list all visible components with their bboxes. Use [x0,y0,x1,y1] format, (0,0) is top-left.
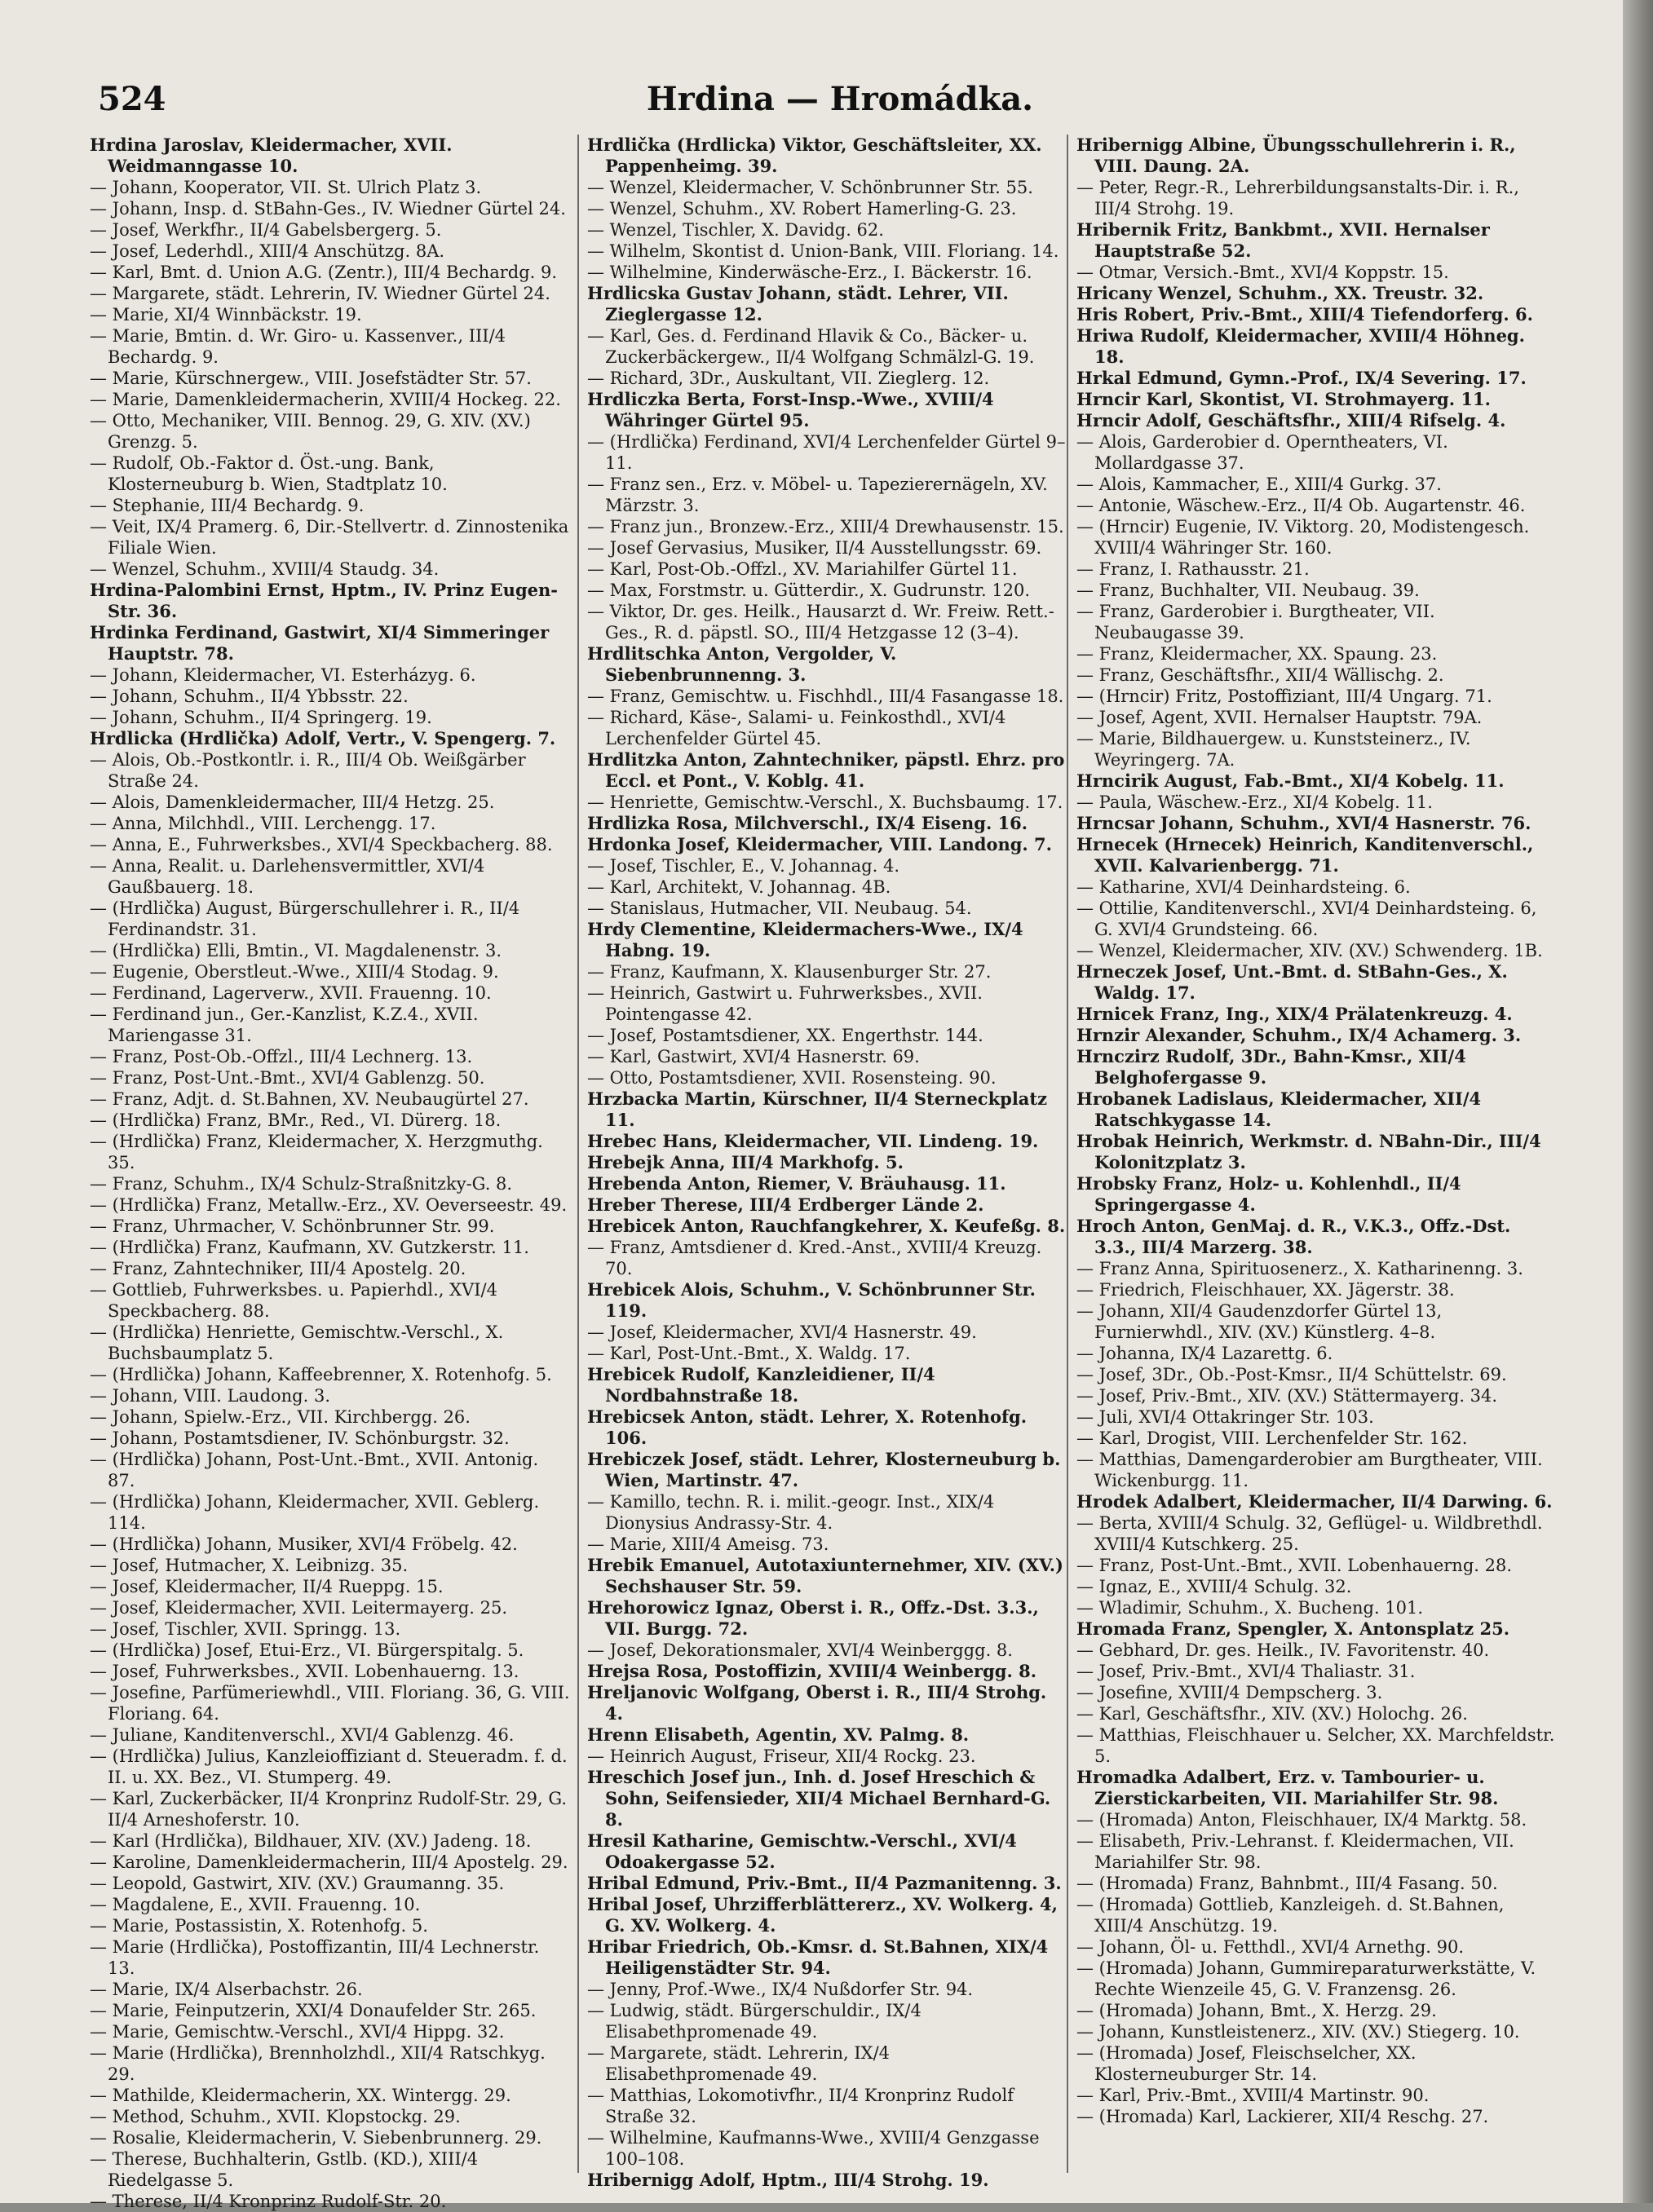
directory-entry: — Alois, Damenkleidermacher, III/4 Hetzg. 25. [90,793,495,812]
directory-entry: Hrehorowicz Ignaz, Oberst i. R., Offz.-Dst. 3.3., VII. Burgg. 72. [587,1597,1039,1639]
directory-entry: — (Hromada) Johann, Bmt., X. Herzg. 29. [1076,2001,1437,2020]
directory-entry: — Franz, Amtsdiener d. Kred.-Anst., XVIII/4 Kreuzg. 70. [587,1238,1042,1278]
directory-entry: — Franz sen., Erz. v. Möbel- u. Tapezierernägeln, XV. Märzstr. 3. [587,475,1048,515]
directory-entry: — Johann, Kleidermacher, VI. Esterházyg. 6. [90,665,476,685]
directory-entry: — Heinrich, Gastwirt u. Fuhrwerksbes., XVII. Pointengasse 42. [587,983,983,1024]
directory-entry: Hrzbacka Martin, Kürschner, II/4 Sterneckplatz 11. [587,1088,1048,1130]
directory-entry: Hromadka Adalbert, Erz. v. Tambourier- u. Zierstickarbeiten, VII. Mariahilfer Str. 98. [1076,1767,1499,1808]
directory-entry: Hrdliczka Berta, Forst-Insp.-Wwe., XVIII/4 Währinger Gürtel 95. [587,389,994,430]
directory-entry: — Johann, XII/4 Gaudenzdorfer Gürtel 13, Furnierwhdl., XIV. (XV.) Künstlerg. 4–8. [1076,1301,1443,1342]
directory-entry: Hrdlicska Gustav Johann, städt. Lehrer, VII. Zieglergasse 12. [587,283,1009,325]
page-header [90,80,1590,129]
directory-entry: Hribal Edmund, Priv.-Bmt., II/4 Pazmanitenng. 3. [587,1873,1062,1893]
directory-entry: — Franz Anna, Spirituosenerz., X. Katharinenng. 3. [1076,1259,1523,1278]
directory-entry: — Josef, Kleidermacher, XVII. Leitermayerg. 25. [90,1598,508,1618]
directory-entry: — Marie, IX/4 Alserbachstr. 26. [90,1980,363,1999]
directory-entry: — Franz, Post-Ob.-Offzl., III/4 Lechnerg. 13. [90,1047,473,1066]
directory-entry: Hreber Therese, III/4 Erdberger Lände 2. [587,1194,984,1215]
directory-entry: — Marie (Hrdlička), Postoffizantin, III/4 Lechnerstr. 13. [90,1937,540,1978]
directory-entry: Hrodek Adalbert, Kleidermacher, II/4 Darwing. 6. [1076,1491,1553,1512]
directory-entry: — (Hromada) Josef, Fleischselcher, XX. Klosterneuburger Str. 14. [1076,2043,1417,2084]
directory-entry: — Berta, XVIII/4 Schulg. 32, Geflügel- u. Wildbrethdl. XVIII/4 Kutschkerg. 25. [1076,1513,1543,1554]
directory-entry: — Johann, Postamtsdiener, IV. Schönburgstr. 32. [90,1428,510,1448]
directory-entry: — Ferdinand jun., Ger.-Kanzlist, K.Z.4., XVII. Mariengasse 31. [90,1004,479,1045]
directory-entry: Hrebiczek Josef, städt. Lehrer, Klosterneuburg b. Wien, Martinstr. 47. [587,1449,1061,1490]
directory-entry: — Marie (Hrdlička), Brennholzhdl., XII/4 Ratschkyg. 29. [90,2043,546,2084]
directory-entry: — Matthias, Lokomotivfhr., II/4 Kronprinz Rudolf Straße 32. [587,2086,1014,2126]
directory-entry: Hrdlička (Hrdlicka) Viktor, Geschäftsleiter, XX. Pappenheimg. 39. [587,135,1042,176]
running-head: Hrdina — Hromádka. [646,80,1034,118]
directory-entry: — Franz, Kleidermacher, XX. Spaung. 23. [1076,644,1438,664]
directory-entry: Hribernigg Adolf, Hptm., III/4 Strohg. 19. [587,2170,989,2190]
directory-entry: Hrdina-Palombini Ernst, Hptm., IV. Prinz Eugen-Str. 36. [90,580,558,621]
directory-entry: — Karl, Zuckerbäcker, II/4 Kronprinz Rudolf-Str. 29, G. II/4 Arneshoferstr. 10. [90,1789,568,1830]
directory-entry: — Antonie, Wäschew.-Erz., II/4 Ob. Augartenstr. 46. [1076,496,1526,515]
directory-entry: — Johann, Schuhm., II/4 Ybbsstr. 22. [90,687,409,706]
directory-entry: — Karl (Hrdlička), Bildhauer, XIV. (XV.) Jadeng. 18. [90,1831,532,1851]
directory-entry: — Karl, Ges. d. Ferdinand Hlavik & Co., Bäcker- u. Zuckerbäckergew., II/4 Wolfgang Schmälzl-G. 19. [587,326,1035,367]
directory-entry: Hrobanek Ladislaus, Kleidermacher, XII/4 Ratschkygasse 14. [1076,1088,1482,1130]
directory-entry: — Max, Forstmstr. u. Gütterdir., X. Gudrunstr. 120. [587,581,1031,600]
directory-entry: — Franz, Buchhalter, VII. Neubaug. 39. [1076,581,1420,600]
directory-entry: Hreschich Josef jun., Inh. d. Josef Hreschich & Sohn, Seifensieder, XII/4 Michael Bernhard-G. 8. [587,1767,1051,1830]
directory-entry: — (Hrdlička) August, Bürgerschullehrer i. R., II/4 Ferdinandstr. 31. [90,898,520,939]
directory-entry: — Franz, Post-Unt.-Bmt., XVII. Lobenhauerng. 28. [1076,1556,1513,1575]
directory-entry: — (Hrdlička) Franz, Kaufmann, XV. Gutzkerstr. 11. [90,1238,529,1257]
directory-entry: — Karl, Gastwirt, XVI/4 Hasnerstr. 69. [587,1047,920,1066]
directory-entry: — (Hrdlička) Franz, Kleidermacher, X. Herzgmuthg. 35. [90,1132,543,1172]
directory-entry: Hrejsa Rosa, Postoffizin, XVIII/4 Weinbergg. 8. [587,1661,1037,1681]
column-divider [1067,135,1068,2173]
directory-entry: — (Hromada) Gottlieb, Kanzleigeh. d. St.Bahnen, XIII/4 Anschützg. 19. [1076,1895,1505,1936]
directory-entry: Hresil Katharine, Gemischtw.-Verschl., XVI/4 Odoakergasse 52. [587,1830,1017,1872]
directory-entry: — Johanna, IX/4 Lazarettg. 6. [1076,1344,1333,1363]
directory-entry: Hris Robert, Priv.-Bmt., XIII/4 Tiefendorferg. 6. [1076,304,1533,325]
directory-entry: — Josef, Postamtsdiener, XX. Engerthstr. 144. [587,1026,983,1045]
directory-entry: — Therese, II/4 Kronprinz Rudolf-Str. 20. [90,2192,447,2211]
directory-entry: — Josef, Hutmacher, X. Leibnizg. 35. [90,1556,409,1575]
directory-entry: — Josef, 3Dr., Ob.-Post-Kmsr., II/4 Schüttelstr. 69. [1076,1365,1507,1384]
directory-entry: — Kamillo, techn. R. i. milit.-geogr. Inst., XIX/4 Dionysius Andrassy-Str. 4. [587,1492,995,1533]
directory-entry: — Wenzel, Schuhm., XVIII/4 Staudg. 34. [90,559,440,579]
directory-entry: — Peter, Regr.-R., Lehrerbildungsanstalts-Dir. i. R., III/4 Strohg. 19. [1076,178,1519,219]
directory-entry: — Henriette, Gemischtw.-Verschl., X. Buchsbaumg. 17. [587,793,1063,812]
directory-entry: Hribernik Fritz, Bankbmt., XVII. Hernalser Hauptstraße 52. [1076,219,1490,261]
directory-entry: — Richard, 3Dr., Auskultant, VII. Zieglerg. 12. [587,369,990,388]
directory-entry: — Alois, Kammacher, E., XIII/4 Gurkg. 37. [1076,475,1442,494]
directory-entry: — Karl, Bmt. d. Union A.G. (Zentr.), III/4 Bechardg. 9. [90,263,558,282]
directory-entry: — Ignaz, E., XVIII/4 Schulg. 32. [1076,1577,1352,1596]
directory-entry: — Paula, Wäschew.-Erz., XI/4 Kobelg. 11. [1076,793,1433,812]
directory-entry: Hrnicek Franz, Ing., XIX/4 Prälatenkreuzg. 4. [1076,1004,1513,1024]
directory-entry: — (Hrncir) Eugenie, IV. Viktorg. 20, Modistengesch. XVIII/4 Währinger Str. 160. [1076,517,1530,558]
directory-entry: Hribar Friedrich, Ob.-Kmsr. d. St.Bahnen, XIX/4 Heiligenstädter Str. 94. [587,1936,1049,1978]
directory-entry: — (Hrncir) Fritz, Postoffiziant, III/4 Ungarg. 71. [1076,687,1492,706]
directory-entry: Hrdlicka (Hrdlička) Adolf, Vertr., V. Spengerg. 7. [90,728,556,748]
directory-entry: — Anna, E., Fuhrwerksbes., XVI/4 Speckbacherg. 88. [90,835,553,854]
directory-entry: — Karl, Priv.-Bmt., XVIII/4 Martinstr. 90. [1076,2086,1430,2105]
directory-entry: — Marie, Bmtin. d. Wr. Giro- u. Kassenver., III/4 Bechardg. 9. [90,326,506,367]
directory-entry: — Juliane, Kanditenverschl., XVI/4 Gablenzg. 46. [90,1725,515,1745]
page-number: 524 [98,80,166,118]
directory-entry: — Karl, Post-Ob.-Offzl., XV. Mariahilfer Gürtel 11. [587,559,1018,579]
directory-entry: — Marie, XI/4 Winnbäckstr. 19. [90,305,362,325]
directory-entry: — Wenzel, Kleidermacher, XIV. (XV.) Schwenderg. 1B. [1076,941,1543,960]
directory-entry: — Karl, Architekt, V. Johannag. 4B. [587,877,891,897]
directory-entry: — Josef, Dekorationsmaler, XVI/4 Weinberggg. 8. [587,1640,1013,1660]
directory-entry: Hrebec Hans, Kleidermacher, VII. Lindeng. 19. [587,1131,1039,1151]
directory-entry: — Karl, Post-Unt.-Bmt., X. Waldg. 17. [587,1344,911,1363]
directory-entry: — (Hrdlička) Johann, Kaffeebrenner, X. Rotenhofg. 5. [90,1365,552,1384]
directory-entry: — Josef, Priv.-Bmt., XIV. (XV.) Stättermayerg. 34. [1076,1386,1498,1406]
directory-entry: — Karoline, Damenkleidermacherin, III/4 Apostelg. 29. [90,1852,568,1872]
directory-entry: — (Hromada) Anton, Fleischhauer, IX/4 Marktg. 58. [1076,1810,1527,1830]
directory-entry: — Josef, Lederhdl., XIII/4 Anschützg. 8A. [90,241,445,261]
directory-entry: — Josef, Fuhrwerksbes., XVII. Lobenhauerng. 13. [90,1662,519,1681]
directory-entry: — Johann, VIII. Laudong. 3. [90,1386,331,1406]
directory-entry: Hriwa Rudolf, Kleidermacher, XVIII/4 Höhneg. 18. [1076,325,1525,367]
directory-entry: — Franz, Zahntechniker, III/4 Apostelg. 20. [90,1259,466,1278]
directory-entry: — Jenny, Prof.-Wwe., IX/4 Nußdorfer Str. 94. [587,1980,974,1999]
directory-entry: Hrneczek Josef, Unt.-Bmt. d. StBahn-Ges., X. Waldg. 17. [1076,961,1508,1003]
directory-entry: Hribal Josef, Uhrzifferblättererz., XV. Wolkerg. 4, G. XV. Wolkerg. 4. [587,1894,1058,1936]
directory-entry: — Johann, Kunstleistenerz., XIV. (XV.) Stiegerg. 10. [1076,2022,1520,2042]
directory-entry: — Josefine, XVIII/4 Dempscherg. 3. [1076,1683,1383,1702]
directory-entry: — Stephanie, III/4 Bechardg. 9. [90,496,365,515]
directory-entry: — Matthias, Fleischhauer u. Selcher, XX. Marchfeldstr. 5. [1076,1725,1555,1766]
directory-entry: — Franz jun., Bronzew.-Erz., XIII/4 Drewhausenstr. 15. [587,517,1064,536]
directory-entry: — Richard, Käse-, Salami- u. Feinkosthdl., XVI/4 Lerchenfelder Gürtel 45. [587,708,1006,748]
directory-entry: — Josef, Tischler, E., V. Johannag. 4. [587,856,900,876]
directory-entry: — Franz, Post-Unt.-Bmt., XVI/4 Gablenzg. 50. [90,1068,485,1088]
directory-entry: Hrebenda Anton, Riemer, V. Bräuhausg. 11. [587,1173,1006,1194]
directory-entry: — (Hrdlička) Julius, Kanzleioffiziant d. Steueradm. f. d. II. u. XX. Bez., VI. Stumperg. 49. [90,1746,568,1787]
directory-entry: — Leopold, Gastwirt, XIV. (XV.) Graumanng. 35. [90,1874,505,1893]
directory-entry: — (Hrdlička) Johann, Kleidermacher, XVII. Geblerg. 114. [90,1492,540,1533]
directory-entry: — Gottlieb, Fuhrwerksbes. u. Papierhdl., XVI/4 Speckbacherg. 88. [90,1280,497,1321]
directory-entry: — Marie, Feinputzerin, XXI/4 Donaufelder Str. 265. [90,2001,537,2020]
directory-entry: — Wilhelm, Skontist d. Union-Bank, VIII. Floriang. 14. [587,241,1059,261]
directory-entry: Hrebicek Anton, Rauchfangkehrer, X. Keufeßg. 8. [587,1216,1066,1236]
directory-entry: — Marie, Postassistin, X. Rotenhofg. 5. [90,1916,428,1936]
directory-entry: — (Hromada) Karl, Lackierer, XII/4 Reschg. 27. [1076,2107,1489,2126]
directory-entry: — Alois, Garderobier d. Operntheaters, VI. Mollardgasse 37. [1076,432,1448,473]
directory-entry: Hrebicek Alois, Schuhm., V. Schönbrunner Str. 119. [587,1279,1036,1321]
directory-entry: — Marie, Gemischtw.-Verschl., XVI/4 Hippg. 32. [90,2022,505,2042]
directory-entry: — Marie, Damenkleidermacherin, XVIII/4 Hockeg. 22. [90,390,561,409]
directory-entry: — Franz, Uhrmacher, V. Schönbrunner Str. 99. [90,1216,495,1236]
directory-entry: — Otto, Postamtsdiener, XVII. Rosensteing. 90. [587,1068,997,1088]
directory-entry: Hrnczirz Rudolf, 3Dr., Bahn-Kmsr., XII/4 Belghofergasse 9. [1076,1046,1466,1088]
directory-entry: — Rudolf, Ob.-Faktor d. Öst.-ung. Bank, Klosterneuburg b. Wien, Stadtplatz 10. [90,453,448,494]
page-edge [1623,0,1653,2203]
directory-entry: — Juli, XVI/4 Ottakringer Str. 103. [1076,1407,1374,1427]
directory-entry: Hrebicsek Anton, städt. Lehrer, X. Rotenhofg. 106. [587,1406,1028,1448]
column-middle [587,135,1068,2190]
directory-entry: Hreljanovic Wolfgang, Oberst i. R., III/4 Strohg. 4. [587,1682,1047,1724]
directory-entry: — Franz, Garderobier i. Burgtheater, VII. Neubaugasse 39. [1076,602,1435,642]
directory-entry: — (Hrdlička) Josef, Etui-Erz., VI. Bürgerspitalg. 5. [90,1640,524,1660]
directory-entry: — Elisabeth, Priv.-Lehranst. f. Kleidermachen, VII. Mariahilfer Str. 98. [1076,1831,1514,1872]
directory-entry: — Magdalene, E., XVII. Frauenng. 10. [90,1895,421,1914]
directory-entry: — Heinrich August, Friseur, XII/4 Rockg. 23. [587,1746,976,1766]
directory-entry: — (Hrdlička) Elli, Bmtin., VI. Magdalenenstr. 3. [90,941,502,960]
column-right [1076,135,1558,2181]
directory-entry: Hrdonka Josef, Kleidermacher, VIII. Landong. 7. [587,834,1052,854]
directory-entry: — Otmar, Versich.-Bmt., XVI/4 Koppstr. 15. [1076,263,1449,282]
directory-entry: — Mathilde, Kleidermacherin, XX. Wintergg. 29. [90,2086,511,2105]
directory-entry: — Rosalie, Kleidermacherin, V. Siebenbrunnerg. 29. [90,2128,542,2148]
directory-entry: — Johann, Insp. d. StBahn-Ges., IV. Wiedner Gürtel 24. [90,199,566,219]
directory-entry: — Wladimir, Schuhm., X. Bucheng. 101. [1076,1598,1424,1618]
directory-entry: Hrenn Elisabeth, Agentin, XV. Palmg. 8. [587,1724,970,1745]
directory-entry: — Josef, Kleidermacher, XVI/4 Hasnerstr. 49. [587,1322,977,1342]
directory-entry: Hrncir Adolf, Geschäftsfhr., XIII/4 Rifselg. 4. [1076,410,1506,430]
directory-entry: — Franz, I. Rathausstr. 21. [1076,559,1310,579]
directory-entry: Hrdlitschka Anton, Vergolder, V. Siebenbrunnenng. 3. [587,643,897,685]
directory-entry: — Stanislaus, Hutmacher, VII. Neubaug. 54. [587,898,972,918]
directory-entry: Hrnzir Alexander, Schuhm., IX/4 Achamerg. 3. [1076,1025,1522,1045]
column-left [90,135,571,2211]
directory-entry: — Josef, Agent, XVII. Hernalser Hauptstr. 79A. [1076,708,1483,727]
directory-entry: — Johann, Kooperator, VII. St. Ulrich Platz 3. [90,178,482,197]
column-divider [577,135,579,2173]
directory-entry: — Gebhard, Dr. ges. Heilk., IV. Favoritenstr. 40. [1076,1640,1490,1660]
directory-entry: — (Hrdlička) Franz, BMr., Red., VI. Dürerg. 18. [90,1110,502,1130]
directory-entry: — Wilhelmine, Kaufmanns-Wwe., XVIII/4 Genzgasse 100–108. [587,2128,1040,2169]
directory-entry: Hrebejk Anna, III/4 Markhofg. 5. [587,1152,904,1172]
directory-entry: Hrdlitzka Anton, Zahntechniker, päpstl. Ehrz. pro Eccl. et Pont., V. Koblg. 41. [587,749,1065,791]
directory-entry: Hribernigg Albine, Übungsschullehrerin i. R., VIII. Daung. 2A. [1076,135,1516,176]
directory-entry: — Wenzel, Schuhm., XV. Robert Hamerling-G. 23. [587,199,1017,219]
directory-entry: — Wilhelmine, Kinderwäsche-Erz., I. Bäckerstr. 16. [587,263,1032,282]
directory-entry: Hrdina Jaroslav, Kleidermacher, XVII. Weidmanngasse 10. [90,135,453,176]
directory-entry: — Josefine, Parfümeriewhdl., VIII. Floriang. 36, G. VIII. Floriang. 64. [90,1683,570,1724]
directory-entry: — Franz, Kaufmann, X. Klausenburger Str. 27. [587,962,992,982]
directory-entry: — Josef, Tischler, XVII. Springg. 13. [90,1619,401,1639]
directory-entry: Hrncir Karl, Skontist, VI. Strohmayerg. 11. [1076,389,1491,409]
directory-entry: Hromada Franz, Spengler, X. Antonsplatz 25. [1076,1618,1510,1639]
directory-entry: — Alois, Ob.-Postkontlr. i. R., III/4 Ob. Weißgärber Straße 24. [90,750,526,791]
directory-entry: — Anna, Milchhdl., VIII. Lerchengg. 17. [90,814,436,833]
directory-entry: — Josef, Priv.-Bmt., XVI/4 Thaliastr. 31. [1076,1662,1416,1681]
directory-entry: Hrdinka Ferdinand, Gastwirt, XI/4 Simmeringer Hauptstr. 78. [90,622,550,664]
directory-entry: — Franz, Gemischtw. u. Fischhdl., III/4 Fasangasse 18. [587,687,1064,706]
directory-entry: — Therese, Buchhalterin, Gstlb. (KD.), XIII/4 Riedelgasse 5. [90,2149,479,2190]
directory-entry: — Wenzel, Tischler, X. Davidg. 62. [587,220,884,240]
directory-entry: Hricany Wenzel, Schuhm., XX. Treustr. 32. [1076,283,1484,303]
directory-entry: — Eugenie, Oberstleut.-Wwe., XIII/4 Stodag. 9. [90,962,499,982]
directory-entry: Hrkal Edmund, Gymn.-Prof., IX/4 Severing. 17. [1076,368,1527,388]
directory-entry: — Margarete, städt. Lehrerin, IX/4 Elisabethpromenade 49. [587,2043,891,2084]
directory-entry: — Wenzel, Kleidermacher, V. Schönbrunner Str. 55. [587,178,1033,197]
directory-entry: Hrncirik August, Fab.-Bmt., XI/4 Kobelg. 11. [1076,770,1505,791]
directory-entry: — Josef Gervasius, Musiker, II/4 Ausstellungsstr. 69. [587,538,1042,558]
directory-entry: — Franz, Adjt. d. St.Bahnen, XV. Neubaugürtel 27. [90,1089,529,1109]
directory-entry: Hrobsky Franz, Holz- u. Kohlenhdl., II/4 Springergasse 4. [1076,1173,1461,1215]
directory-entry: — Method, Schuhm., XVII. Klopstockg. 29. [90,2107,461,2126]
directory-entry: Hrnecek (Hrnecek) Heinrich, Kanditenverschl., XVII. Kalvarienbergg. 71. [1076,834,1534,876]
directory-entry: — Marie, Kürschnergew., VIII. Josefstädter Str. 57. [90,369,532,388]
directory-entry: — Franz, Schuhm., IX/4 Schulz-Straßnitzky-G. 8. [90,1174,513,1194]
directory-entry: — Ottilie, Kanditenverschl., XVI/4 Deinhardsteing. 6, G. XVI/4 Grundsteing. 66. [1076,898,1537,939]
directory-entry: — Margarete, städt. Lehrerin, IV. Wiedner Gürtel 24. [90,284,550,303]
directory-entry: — Ludwig, städt. Bürgerschuldir., IX/4 Elisabethpromenade 49. [587,2001,922,2042]
directory-entry: Hrncsar Johann, Schuhm., XVI/4 Hasnerstr. 76. [1076,813,1531,833]
directory-entry: — Marie, XIII/4 Ameisg. 73. [587,1534,829,1554]
directory-entry: — Otto, Mechaniker, VIII. Bennog. 29, G. XIV. (XV.) Grenzg. 5. [90,411,531,452]
directory-entry: — (Hromada) Johann, Gummireparaturwerkstätte, V. Rechte Wienzeile 45, G. V. Franzensg. 26. [1076,1958,1536,1999]
directory-entry: Hrebicek Rudolf, Kanzleidiener, II/4 Nordbahnstraße 18. [587,1364,935,1406]
directory-entry: — (Hrdlička) Ferdinand, XVI/4 Lerchenfelder Gürtel 9–11. [587,432,1066,473]
directory-entry: — (Hrdlička) Franz, Metallw.-Erz., XV. Oeverseestr. 49. [90,1195,568,1215]
directory-entry: — Friedrich, Fleischhauer, XX. Jägerstr. 38. [1076,1280,1455,1300]
directory-entry: Hrdy Clementine, Kleidermachers-Wwe., IX/4 Habng. 19. [587,919,1023,960]
directory-entry: — Franz, Geschäftsfhr., XII/4 Wällischg. 2. [1076,665,1444,685]
directory-entry: Hrebik Emanuel, Autotaxiunternehmer, XIV. (XV.) Sechshauser Str. 59. [587,1555,1063,1596]
directory-entry: — Anna, Realit. u. Darlehensvermittler, XVI/4 Gaußbauerg. 18. [90,856,485,897]
directory-entry: — Viktor, Dr. ges. Heilk., Hausarzt d. Wr. Freiw. Rett.-Ges., R. d. päpstl. SO., III/4 Hetzgasse 12 (3–4). [587,602,1054,642]
directory-entry: — Ferdinand, Lagerverw., XVII. Frauenng. 10. [90,983,492,1003]
directory-entry: — Karl, Geschäftsfhr., XIV. (XV.) Holochg. 26. [1076,1704,1468,1724]
directory-entry: Hrdlizka Rosa, Milchverschl., IX/4 Eiseng. 16. [587,813,1028,833]
directory-entry: — (Hromada) Franz, Bahnbmt., III/4 Fasang. 50. [1076,1874,1498,1893]
directory-entry: — Karl, Drogist, VIII. Lerchenfelder Str. 162. [1076,1428,1468,1448]
directory-entry: — Johann, Schuhm., II/4 Springerg. 19. [90,708,432,727]
directory-entry: Hrobak Heinrich, Werkmstr. d. NBahn-Dir., III/4 Kolonitzplatz 3. [1076,1131,1541,1172]
directory-entry: — (Hrdlička) Johann, Musiker, XVI/4 Fröbelg. 42. [90,1534,518,1554]
directory-entry: — Marie, Bildhauergew. u. Kunststeinerz., IV. Weyringerg. 7A. [1076,729,1471,770]
directory-entry: — Katharine, XVI/4 Deinhardsteing. 6. [1076,877,1411,897]
directory-entry: — Johann, Spielw.-Erz., VII. Kirchbergg. 26. [90,1407,471,1427]
directory-entry: — Josef, Kleidermacher, II/4 Rueppg. 15. [90,1577,444,1596]
directory-entry: — (Hrdlička) Henriette, Gemischtw.-Verschl., X. Buchsbaumplatz 5. [90,1322,504,1363]
directory-entry: — Veit, IX/4 Pramerg. 6, Dir.-Stellvertr. d. Zinnostenika Filiale Wien. [90,517,569,558]
directory-entry: — Josef, Werkfhr., II/4 Gabelsbergerg. 5. [90,220,442,240]
directory-entry: Hroch Anton, GenMaj. d. R., V.K.3., Offz.-Dst. 3.3., III/4 Marzerg. 38. [1076,1216,1511,1257]
directory-entry: — (Hrdlička) Johann, Post-Unt.-Bmt., XVII. Antonig. 87. [90,1450,539,1490]
directory-entry: — Johann, Öl- u. Fetthdl., XVI/4 Arnethg. 90. [1076,1937,1465,1957]
directory-entry: — Matthias, Damengarderobier am Burgtheater, VIII. Wickenburgg. 11. [1076,1450,1543,1490]
